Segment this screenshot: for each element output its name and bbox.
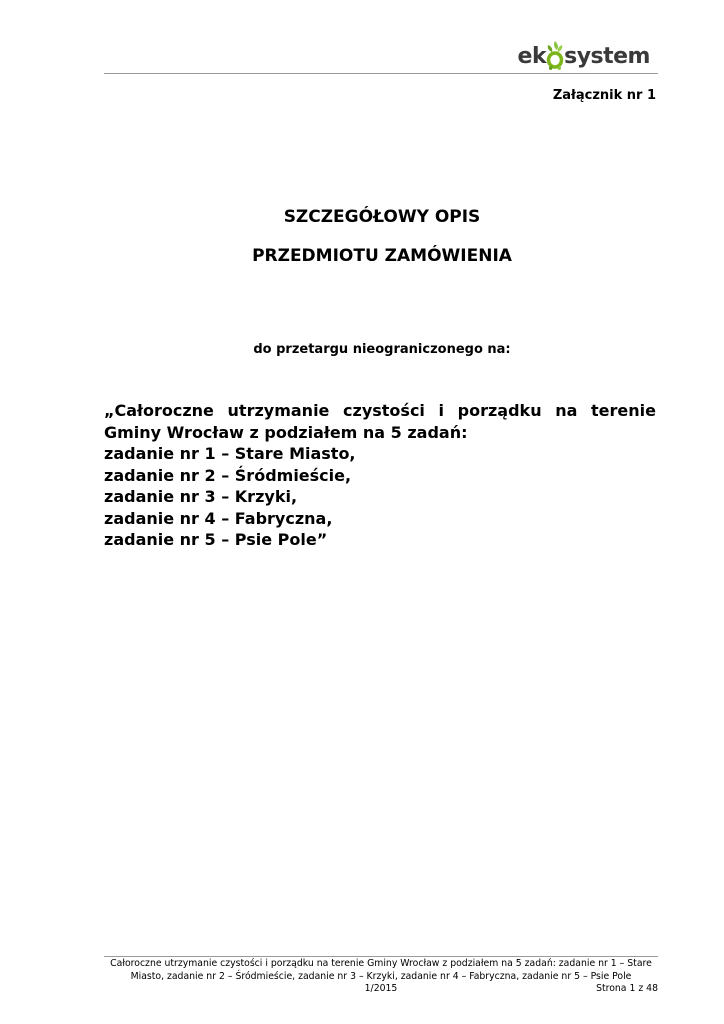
task-item-2: zadanie nr 2 – Śródmieście, <box>104 465 352 485</box>
footer-description <box>104 958 658 983</box>
task-item-1: zadanie nr 1 – Stare Miasto, <box>104 444 356 463</box>
subject-line1: „Całoroczne utrzymanie czystości i porządku na terenie <box>104 401 656 420</box>
ekosystem-logo <box>518 38 650 74</box>
task-item-5: zadanie nr 5 – Psie Pole” <box>104 530 328 549</box>
tender-subject <box>104 400 656 551</box>
tender-subtitle: do przetargu nieograniczonego na: <box>253 342 511 357</box>
footer-line2: Miasto, zadanie nr 2 – Śródmieście, zadanie nr 3 – Krzyki, zadanie nr 4 – Fabryczna, zadanie nr 5 – Psie Pole <box>130 970 632 982</box>
leaf-o-icon <box>547 45 563 67</box>
document-number: 1/2015 <box>364 983 398 994</box>
document-title-line1: SZCZEGÓŁOWY OPIS <box>283 207 481 227</box>
task-item-4: zadanie nr 4 – Fabryczna, <box>104 508 333 528</box>
task-item-3: zadanie nr 3 – Krzyki, <box>104 487 298 506</box>
document-title-line2: PRZEDMIOTU ZAMÓWIENIA <box>252 246 512 266</box>
page-number: Strona 1 z 48 <box>596 983 658 994</box>
header-divider <box>104 73 658 74</box>
logo-text-end: system <box>564 43 650 69</box>
annex-label: Załącznik nr 1 <box>552 88 656 103</box>
footer-divider <box>104 956 658 957</box>
subject-line2: Gminy Wrocław z podziałem na 5 zadań: <box>104 422 468 442</box>
footer-line1: Całoroczne utrzymanie czystości i porządku na terenie Gminy Wrocław z podziałem na 5 zadań: zadanie nr 1 – Stare <box>110 958 652 969</box>
logo-text-start: ek <box>517 43 547 69</box>
